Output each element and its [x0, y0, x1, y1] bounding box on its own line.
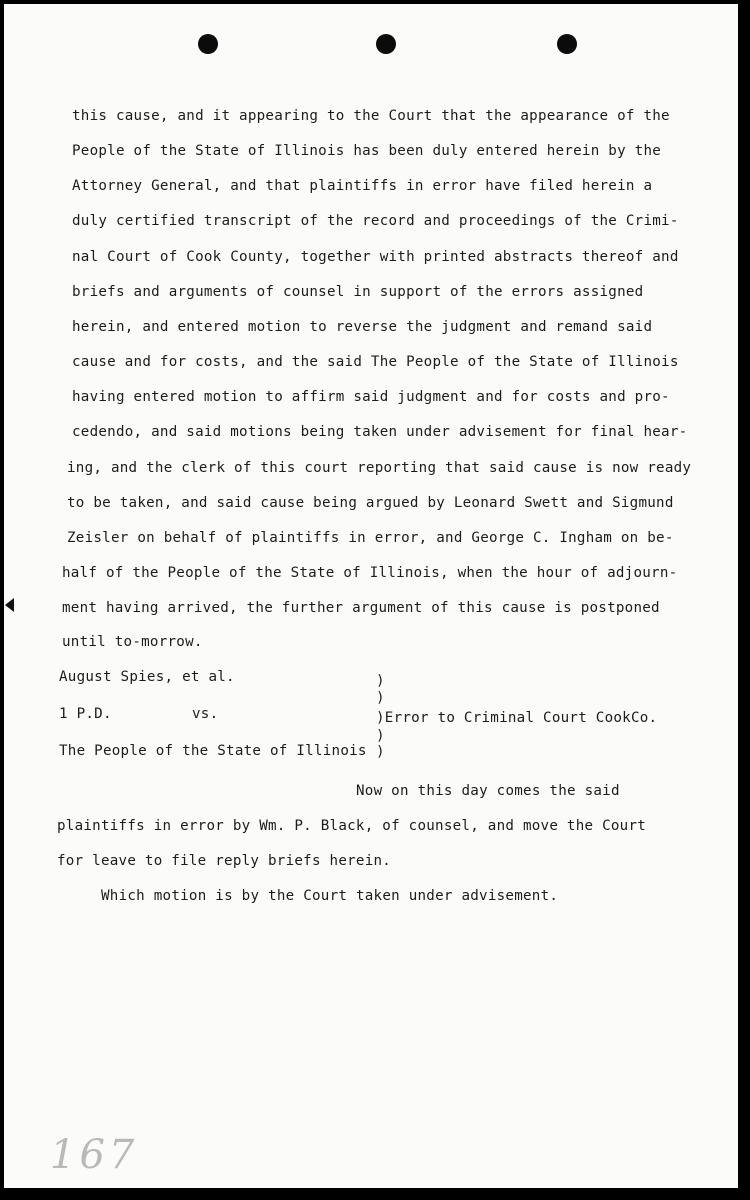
text-line: for leave to file reply briefs herein.	[57, 853, 392, 869]
text-line: Zeisler on behalf of plaintiffs in error, and George C. Ingham on be-	[67, 530, 674, 546]
caption-case-number: 1 P.D.	[59, 706, 112, 722]
caption-bracket: )	[376, 728, 385, 744]
text-line: plaintiffs in error by Wm. P. Black, of counsel, and move the Court	[57, 818, 647, 834]
caption-bracket: )	[376, 690, 385, 706]
margin-arrow-mark	[5, 598, 14, 612]
text-line: until to-morrow.	[62, 634, 203, 650]
text-line: cedendo, and said motions being taken under advisement for final hear-	[72, 424, 688, 440]
text-line: duly certified transcript of the record and proceedings of the Crimi-	[72, 213, 679, 229]
caption-bracket: )	[376, 673, 385, 689]
text-line: herein, and entered motion to reverse the judgment and remand said	[72, 319, 653, 335]
caption-plaintiff: August Spies, et al.	[59, 669, 235, 685]
caption-defendant: The People of the State of Illinois	[59, 743, 367, 759]
text-line: ing, and the clerk of this court reporting that said cause is now ready	[67, 460, 692, 476]
binder-hole-left	[198, 34, 218, 54]
text-line: Which motion is by the Court taken under advisement.	[101, 888, 559, 904]
caption-versus: vs.	[192, 706, 219, 722]
text-line: half of the People of the State of Illinois, when the hour of adjourn-	[62, 565, 678, 581]
page-number-handwritten: 167	[50, 1132, 139, 1178]
binder-hole-center	[376, 34, 396, 54]
text-line: this cause, and it appearing to the Court that the appearance of the	[72, 108, 670, 124]
text-line: Attorney General, and that plaintiffs in error have filed herein a	[72, 178, 653, 194]
text-line: briefs and arguments of counsel in support of the errors assigned	[72, 284, 644, 300]
text-line: Now on this day comes the said	[356, 783, 620, 799]
text-line: ment having arrived, the further argument of this cause is postponed	[62, 600, 660, 616]
text-line: nal Court of Cook County, together with printed abstracts thereof and	[72, 249, 679, 265]
caption-court-line: )Error to Criminal Court CookCo.	[376, 710, 658, 726]
binder-hole-right	[557, 34, 577, 54]
text-line: People of the State of Illinois has been duly entered herein by the	[72, 143, 662, 159]
text-line: having entered motion to affirm said judgment and for costs and pro-	[72, 389, 670, 405]
caption-bracket: )	[376, 744, 385, 760]
text-line: cause and for costs, and the said The People of the State of Illinois	[72, 354, 679, 370]
text-line: to be taken, and said cause being argued by Leonard Swett and Sigmund	[67, 495, 674, 511]
